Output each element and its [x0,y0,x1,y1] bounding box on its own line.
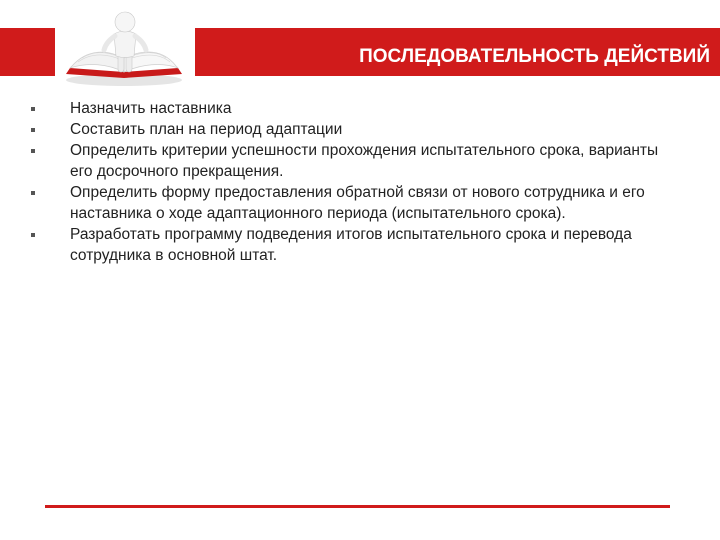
list-item [30,140,670,182]
person-reading-book-icon [58,8,194,88]
bullet-text: Разработать программу подведения итогов испытательного срока и перевода сотрудника в основной штат. [70,226,632,264]
footer-divider [45,505,670,508]
list-item [30,224,670,266]
bullet-list [30,98,670,266]
bullet-marker-icon [30,98,70,119]
bullet-text: Определить форму предоставления обратной связи от нового сотрудника и его наставника о ходе адаптационного периода (испытательного срока). [70,184,645,222]
list-item [30,98,670,119]
bullet-text: Назначить наставника [70,100,232,117]
bullet-text: Определить критерии успешности прохождения испытательного срока, варианты его досрочного прекращения. [70,142,659,180]
bullet-text: Составить план на период адаптации [70,121,343,138]
header-bar-left [0,28,55,76]
list-item [30,119,670,140]
bullet-marker-icon [30,119,70,140]
bullet-marker-icon [30,224,70,245]
list-item [30,182,670,224]
bullet-marker-icon [30,182,70,203]
slide-title: ПОСЛЕДОВАТЕЛЬНОСТЬ ДЕЙСТВИЙ [359,46,710,67]
bullet-marker-icon [30,140,70,161]
